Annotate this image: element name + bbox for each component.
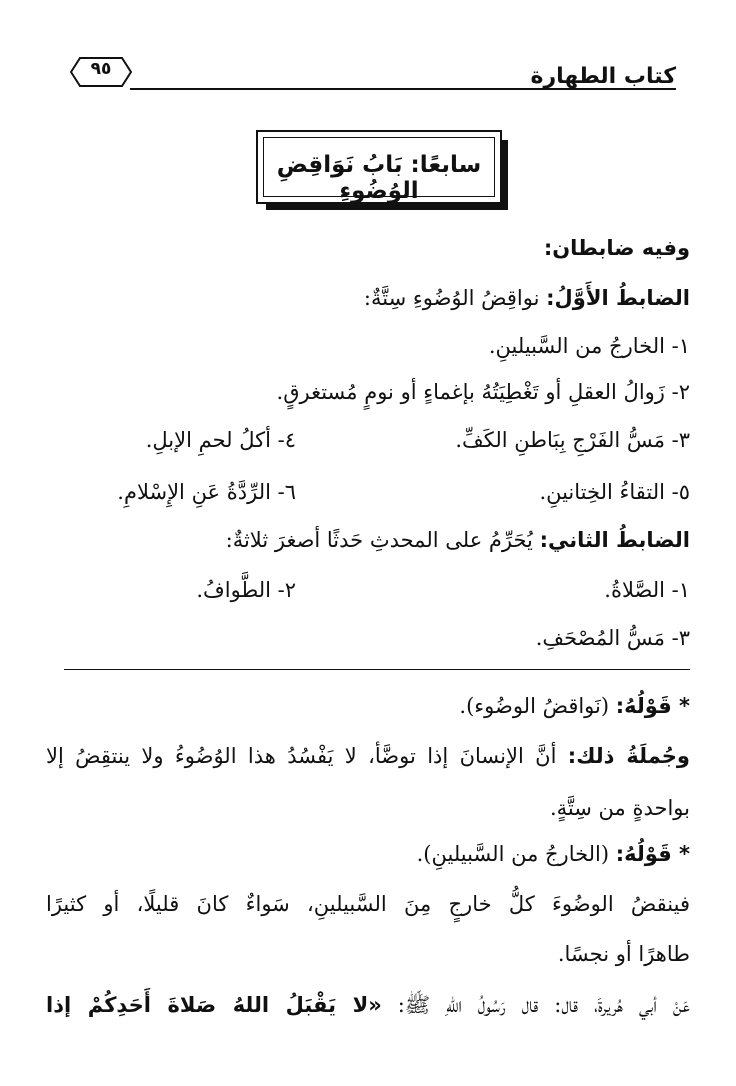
rule1-item-2: ٢- زَوالُ العقلِ أو تَغْطِيَتُهُ بإغماءٍ أو نومٍ مُستغرقٍ. xyxy=(276,380,690,404)
rule1-item-4: ٤- أكلُ لحمِ الإبلِ. xyxy=(145,428,296,452)
intro-line: وفيه ضابطان: xyxy=(543,236,690,260)
rule1-item-5: ٥- التقاءُ الخِتانينِ. xyxy=(539,480,690,504)
rule2-item-2: ٢- الطَّوافُ. xyxy=(196,578,296,602)
rule2-heading xyxy=(226,528,690,552)
rule2-item-1: ١- الصَّلاةُ. xyxy=(604,578,690,602)
rule2-text: يُحَرِّمُ على المحدثِ حَدثًا أصغرَ ثلاثةٌ: xyxy=(225,528,533,552)
para-1-label: وجُملَةُ ذلك: xyxy=(567,744,690,768)
commentary-para-1-line-1 xyxy=(46,744,690,768)
para-3-hadith: «لا يَقْبَلُ اللهُ صَلاةَ أَحَدِكُمْ إذا xyxy=(46,993,382,1017)
commentary-para-2-line-1: فينقضُ الوضُوءَ كلُّ خارجٍ مِنَ السَّبيلينِ، سَواءٌ كانَ قليلًا، أو كثيرًا xyxy=(46,892,690,916)
quote-1-text: (نَواقضُ الوضُوء). xyxy=(459,694,610,718)
quote-2-text: (الخارجُ من السَّبيلينِ). xyxy=(416,842,610,866)
para-1-text: أنَّ الإنسانَ إذا توضَّأ، لا يَفْسُدُ هذا الوُضُوءُ ولا ينتقِضُ إلا xyxy=(46,744,557,768)
section-divider xyxy=(64,669,690,670)
commentary-para-1-line-2: بواحدةٍ من سِتَّةٍ. xyxy=(550,796,690,820)
commentary-quote-1 xyxy=(459,694,690,718)
quote-1-label: * قَوْلُهُ: xyxy=(615,694,690,718)
rule1-item-1: ١- الخارجُ من السَّبيلينِ. xyxy=(488,334,690,358)
page-number: ٩٥ xyxy=(90,59,112,79)
page-header xyxy=(70,54,676,98)
chapter-title: سابعًا: بَابُ نَوَاقِضِ الوُضُوءِ xyxy=(276,152,482,204)
rule1-label: الضابطُ الأَوَّلُ: xyxy=(546,286,690,310)
rule2-item-3: ٣- مَسُّ المُصْحَفِ. xyxy=(535,626,690,650)
commentary-quote-2 xyxy=(417,842,690,866)
header-rule xyxy=(130,88,676,90)
quote-2-label: * قَوْلُهُ: xyxy=(615,842,690,866)
rule1-text: نواقِضُ الوُضُوءِ سِتَّةٌ: xyxy=(363,286,540,310)
commentary-para-2-line-2: طاهرًا أو نجسًا. xyxy=(557,942,690,966)
rule2-label: الضابطُ الثاني: xyxy=(539,528,690,552)
chapter-title-box xyxy=(256,130,502,204)
para-3-text: عَنْ أبي هُريرةَ، قال: قال رَسُولُ اللهِ ﷺ: xyxy=(397,993,690,1017)
rule1-heading xyxy=(364,286,690,310)
rule1-item-6: ٦- الرِّدَّةُ عَنِ الإِسْلامِ. xyxy=(117,480,296,504)
commentary-para-3 xyxy=(46,992,690,1023)
rule1-item-3: ٣- مَسُّ الفَرْجِ بِبَاطنِ الكَفِّ. xyxy=(455,428,690,452)
book-title: كتاب الطهارة xyxy=(530,64,676,89)
